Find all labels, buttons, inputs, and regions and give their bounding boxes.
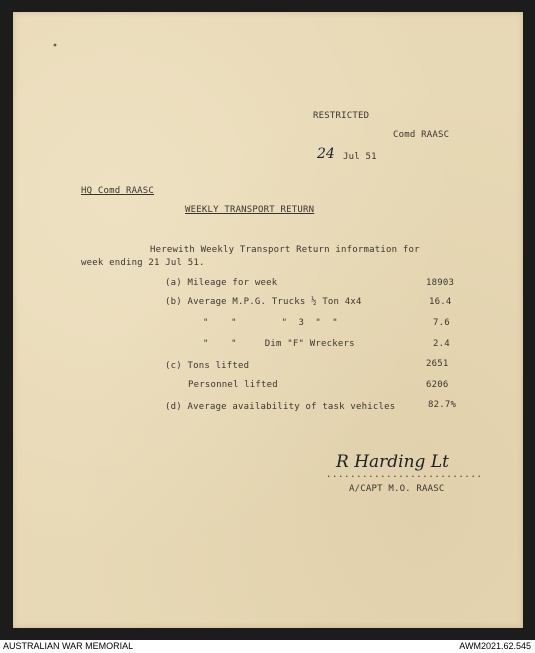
item-personnel-lifted-label: Personnel lifted (188, 380, 278, 390)
item-availability-label: (d) Average availability of task vehicles (165, 402, 396, 412)
addressee: HQ Comd RAASC (81, 186, 155, 196)
intro-line-2: week ending 21 Jul 51. (81, 258, 205, 268)
subject-heading: WEEKLY TRANSPORT RETURN (185, 205, 315, 215)
handwritten-date-day: 24 (317, 146, 335, 162)
classification-label: RESTRICTED (313, 111, 370, 121)
item-mileage-label: (a) Mileage for week (165, 278, 278, 288)
item-mpg-wreckers-value: 2.4 (433, 339, 450, 349)
item-mpg-3-ton-value: 7.6 (433, 318, 450, 328)
item-mpg-quarter-ton-label: (b) Average M.P.G. Trucks ½ Ton 4x4 (165, 297, 362, 307)
signature-dotted-line: .......................... (326, 470, 483, 480)
pin-hole-mark (52, 42, 58, 48)
from-unit: Comd RAASC (393, 130, 450, 140)
item-tons-lifted-label: (c) Tons lifted (165, 361, 250, 371)
date-month-year: Jul 51 (343, 152, 377, 162)
item-availability-value: 82.7% (428, 400, 457, 410)
signatory-title: A/CAPT M.O. RAASC (349, 484, 445, 494)
item-tons-lifted-value: 2651 (426, 359, 449, 369)
item-mpg-wreckers-label: " " Dim "F" Wreckers (203, 339, 355, 349)
intro-line-1: Herewith Weekly Transport Return information for (150, 245, 420, 255)
item-mpg-quarter-ton-value: 16.4 (429, 297, 452, 307)
footer-catalogue-number: AWM2021.62.545 (459, 641, 531, 651)
handwritten-signature: R Harding Lt (336, 452, 449, 472)
item-mileage-value: 18903 (426, 278, 455, 288)
item-personnel-lifted-value: 6206 (426, 380, 449, 390)
item-mpg-3-ton-label: " " " 3 " " (203, 318, 338, 328)
footer-credit: AUSTRALIAN WAR MEMORIAL (3, 641, 134, 651)
